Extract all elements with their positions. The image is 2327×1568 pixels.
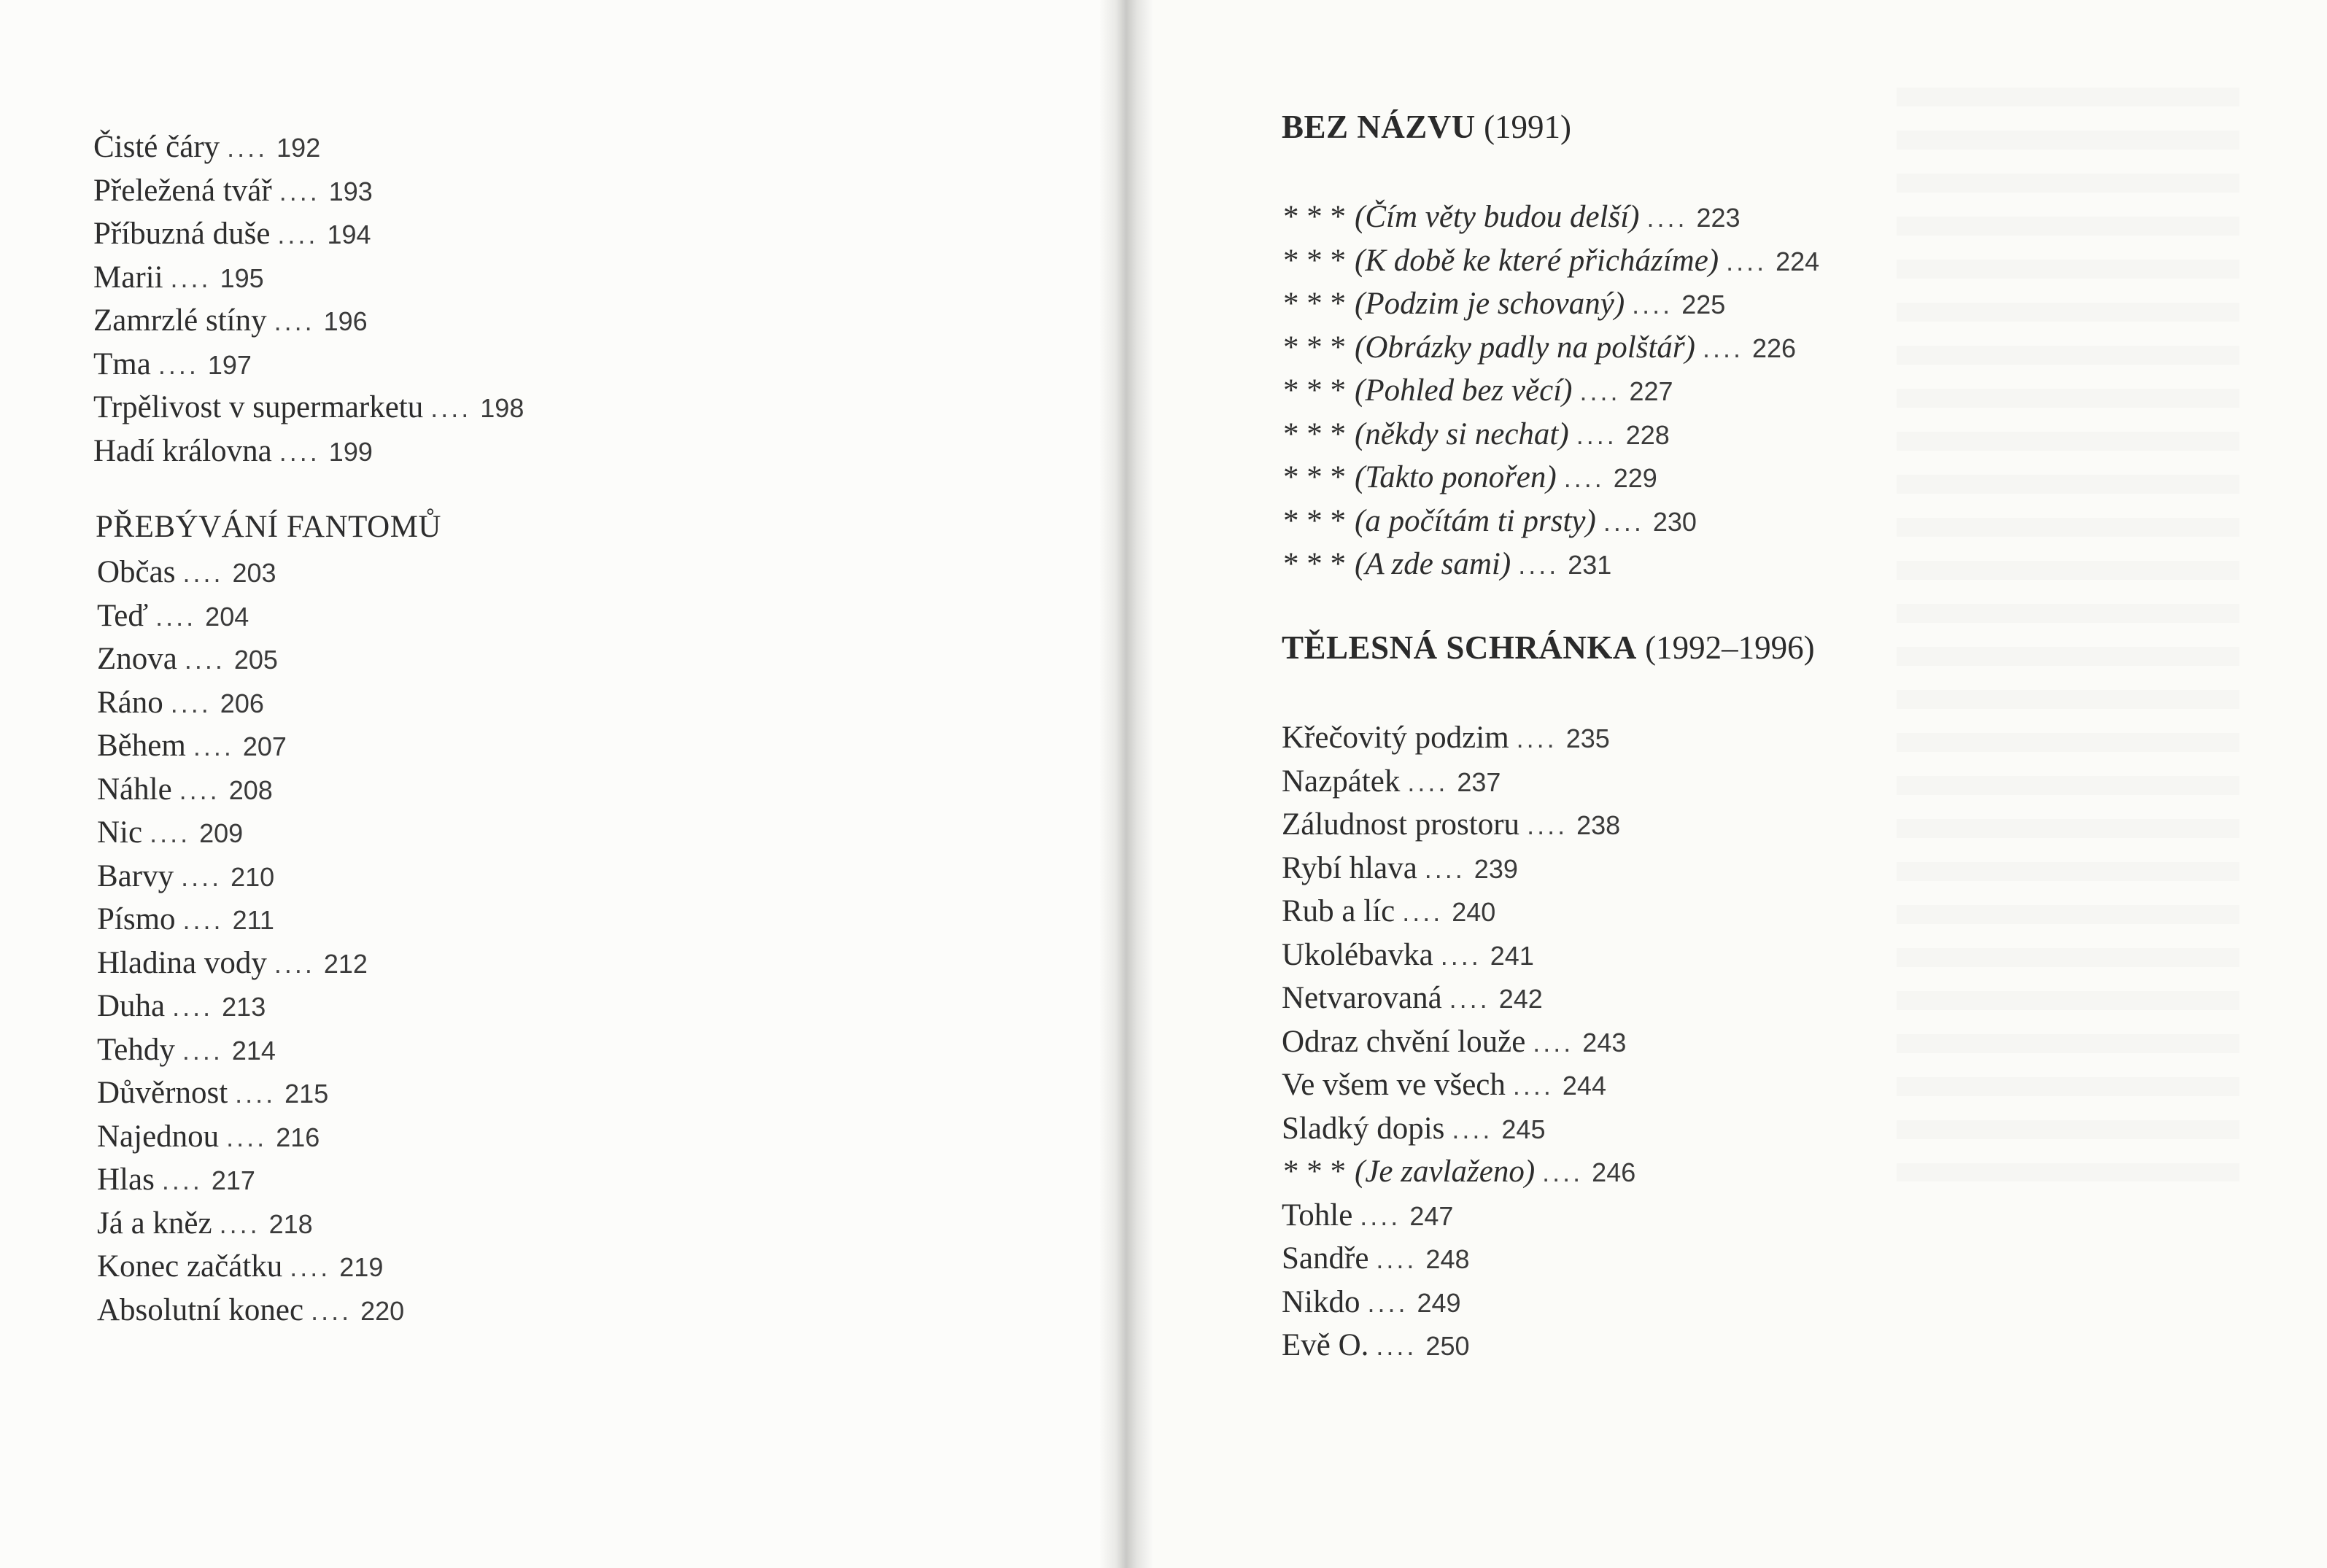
- entry-leader: ....: [1402, 897, 1444, 927]
- entry-title: Záludnost prostoru: [1282, 807, 1520, 842]
- entry-leader: ....: [219, 1208, 260, 1239]
- toc-right-list-2: [1282, 716, 1635, 1367]
- entry-leader: ....: [1533, 1027, 1574, 1057]
- section-title-bez-nazvu: [1282, 108, 1571, 146]
- entry-leader: ....: [158, 349, 199, 380]
- toc-entry: [97, 811, 404, 855]
- entry-leader: ....: [155, 601, 197, 632]
- entry-page-number: 242: [1498, 984, 1543, 1014]
- entry-page-number: 230: [1652, 506, 1697, 537]
- entry-page-number: 199: [328, 436, 373, 467]
- entry-leader: ....: [1424, 853, 1465, 884]
- entry-title: Najednou: [97, 1119, 220, 1154]
- entry-prefix: * * *: [1282, 287, 1344, 321]
- entry-prefix: * * *: [1282, 243, 1344, 278]
- entry-page-number: 223: [1696, 203, 1741, 233]
- entry-page-number: 204: [205, 601, 249, 632]
- entry-leader: ....: [290, 1252, 331, 1282]
- entry-leader: ....: [182, 1035, 223, 1066]
- entry-title: Marii: [93, 260, 163, 295]
- entry-title: (Podzim je schovaný): [1355, 287, 1625, 321]
- toc-entry: [97, 1202, 404, 1246]
- entry-title: Rybí hlava: [1282, 850, 1417, 885]
- entry-title: Konec začátku: [97, 1249, 283, 1284]
- toc-entry: [93, 299, 524, 343]
- entry-prefix: * * *: [1282, 503, 1344, 538]
- entry-title: Nikdo: [1282, 1284, 1360, 1319]
- entry-title: (Je zavlaženo): [1355, 1154, 1536, 1189]
- entry-leader: ....: [1527, 810, 1568, 840]
- entry-leader: ....: [1367, 1287, 1409, 1318]
- toc-entry: [1282, 500, 1819, 543]
- entry-page-number: 238: [1576, 810, 1621, 840]
- entry-leader: ....: [277, 220, 319, 249]
- entry-leader: ....: [1563, 463, 1605, 493]
- entry-title: Netvarovaná: [1282, 981, 1442, 1015]
- entry-page-number: 210: [231, 861, 275, 892]
- entry-title: Ráno: [97, 685, 163, 720]
- entry-leader: ....: [182, 558, 224, 588]
- entry-prefix: * * *: [1282, 547, 1344, 581]
- entry-page-number: 195: [220, 263, 264, 293]
- entry-page-number: 215: [284, 1079, 329, 1109]
- entry-page-number: 216: [276, 1122, 320, 1152]
- entry-page-number: 245: [1501, 1114, 1546, 1144]
- toc-entry: [97, 1028, 404, 1072]
- entry-leader: ....: [1542, 1157, 1584, 1187]
- toc-entry: [97, 681, 404, 725]
- entry-page-number: 246: [1592, 1157, 1636, 1187]
- entry-leader: ....: [184, 645, 225, 675]
- toc-entry: [1282, 1150, 1635, 1194]
- entry-page-number: 207: [242, 731, 287, 761]
- toc-entry: [1282, 890, 1635, 934]
- entry-leader: ....: [193, 731, 234, 761]
- toc-entry: [1282, 760, 1635, 804]
- entry-page-number: 247: [1409, 1200, 1454, 1231]
- entry-page-number: 229: [1613, 463, 1657, 493]
- entry-prefix: * * *: [1282, 373, 1344, 408]
- toc-entry: [1282, 543, 1819, 586]
- toc-entry: [97, 1245, 404, 1289]
- entry-leader: ....: [1376, 1331, 1417, 1361]
- entry-leader: ....: [170, 688, 212, 718]
- toc-entry: [97, 985, 404, 1028]
- entry-leader: ....: [1646, 203, 1688, 233]
- entry-leader: ....: [1376, 1244, 1417, 1274]
- entry-page-number: 208: [228, 775, 273, 805]
- entry-page-number: 218: [268, 1208, 313, 1239]
- entry-leader: ....: [226, 1122, 268, 1152]
- entry-page-number: 198: [480, 393, 524, 423]
- entry-leader: ....: [1518, 550, 1560, 580]
- entry-prefix: * * *: [1282, 330, 1344, 365]
- entry-title: Hladina vody: [97, 945, 267, 980]
- toc-entry: [1282, 977, 1635, 1020]
- toc-entry: [1282, 413, 1819, 457]
- entry-page-number: 237: [1457, 766, 1501, 797]
- entry-page-number: 194: [327, 220, 371, 249]
- entry-title: Důvěrnost: [97, 1076, 228, 1110]
- entry-leader: ....: [150, 818, 191, 848]
- entry-page-number: 214: [231, 1035, 276, 1066]
- entry-title: Tma: [93, 346, 151, 381]
- section-year: (1991): [1484, 109, 1572, 145]
- entry-leader: ....: [227, 133, 268, 163]
- entry-title: Náhle: [97, 772, 172, 807]
- toc-entry: [93, 256, 524, 300]
- entry-title: Odraz chvění louže: [1282, 1024, 1526, 1059]
- entry-page-number: 244: [1562, 1071, 1606, 1101]
- entry-title: (někdy si nechat): [1355, 416, 1569, 451]
- entry-prefix: * * *: [1282, 200, 1344, 234]
- toc-entry: [1282, 803, 1635, 847]
- toc-entry: [93, 386, 524, 430]
- entry-page-number: 239: [1474, 853, 1518, 884]
- entry-leader: ....: [1603, 506, 1644, 537]
- entry-page-number: 197: [207, 349, 252, 380]
- section-title-telesna-schranka: [1282, 629, 1815, 667]
- entry-leader: ....: [182, 905, 224, 935]
- entry-page-number: 192: [276, 133, 321, 163]
- entry-page-number: 241: [1490, 940, 1534, 971]
- toc-entry: [93, 212, 524, 256]
- entry-page-number: 193: [328, 176, 373, 206]
- entry-title: (Obrázky padly na polštář): [1355, 330, 1695, 365]
- entry-title: (Čím věty budou delší): [1355, 200, 1640, 234]
- entry-title: (A zde sami): [1355, 547, 1511, 581]
- toc-entry: [1282, 195, 1819, 239]
- section-title-text: TĚLESNÁ SCHRÁNKA: [1282, 629, 1637, 666]
- entry-prefix: * * *: [1282, 416, 1344, 451]
- entry-leader: ....: [181, 861, 222, 892]
- entry-prefix: * * *: [1282, 460, 1344, 494]
- entry-leader: ....: [279, 436, 320, 467]
- toc-entry: [1282, 847, 1635, 890]
- entry-title: Zamrzlé stíny: [93, 303, 267, 338]
- entry-leader: ....: [1407, 766, 1449, 797]
- toc-entry: [97, 1289, 404, 1332]
- entry-leader: ....: [1452, 1114, 1493, 1144]
- entry-title: Já a kněz: [97, 1206, 212, 1241]
- book-gutter: [1100, 0, 1153, 1568]
- entry-page-number: 243: [1582, 1027, 1627, 1057]
- toc-entry: [97, 594, 404, 638]
- entry-leader: ....: [1576, 419, 1617, 450]
- entry-page-number: 235: [1565, 723, 1610, 753]
- toc-entry: [1282, 456, 1819, 500]
- entry-leader: ....: [1726, 246, 1767, 276]
- entry-page-number: 212: [323, 948, 368, 979]
- toc-entry: [1282, 369, 1819, 413]
- entry-page-number: 203: [232, 558, 276, 588]
- toc-entry: [1282, 934, 1635, 977]
- entry-leader: ....: [274, 306, 315, 336]
- entry-leader: ....: [172, 992, 214, 1022]
- entry-page-number: 250: [1425, 1331, 1470, 1361]
- entry-title: Křečovitý podzim: [1282, 721, 1509, 755]
- toc-left-section-list: [97, 551, 404, 1332]
- entry-title: Hlas: [97, 1163, 155, 1197]
- entry-page-number: 226: [1752, 333, 1797, 363]
- toc-entry: [1282, 1194, 1635, 1238]
- entry-title: Během: [97, 729, 186, 763]
- toc-entry: [1282, 1237, 1635, 1281]
- entry-leader: ....: [274, 948, 315, 979]
- toc-entry: [1282, 239, 1819, 283]
- toc-entry: [1282, 1324, 1635, 1367]
- toc-left-list: [93, 125, 524, 473]
- entry-leader: ....: [235, 1079, 276, 1109]
- entry-title: Teď: [97, 598, 149, 633]
- entry-page-number: 240: [1452, 897, 1496, 927]
- toc-entry: [97, 855, 404, 899]
- entry-title: Písmo: [97, 902, 176, 936]
- entry-title: Rub a líc: [1282, 894, 1395, 928]
- entry-page-number: 227: [1629, 376, 1673, 406]
- toc-entry: [1282, 1107, 1635, 1151]
- toc-entry: [97, 1071, 404, 1115]
- entry-title: Přeležená tvář: [93, 173, 272, 208]
- entry-title: Trpělivost v supermarketu: [93, 390, 424, 424]
- entry-leader: ....: [1579, 376, 1621, 406]
- entry-title: Ukolébavka: [1282, 937, 1433, 972]
- entry-title: (K době ke které přicházíme): [1355, 243, 1719, 278]
- entry-leader: ....: [161, 1165, 203, 1195]
- entry-page-number: 206: [220, 688, 264, 718]
- entry-title: Duha: [97, 989, 166, 1023]
- entry-page-number: 205: [233, 645, 278, 675]
- entry-leader: ....: [1632, 290, 1673, 319]
- entry-leader: ....: [1512, 1071, 1554, 1101]
- entry-title: Hadí královna: [93, 433, 272, 468]
- entry-title: (Takto ponořen): [1355, 460, 1557, 494]
- toc-entry: [97, 551, 404, 594]
- entry-leader: ....: [430, 393, 472, 423]
- entry-leader: ....: [1449, 984, 1490, 1014]
- toc-entry: [93, 430, 524, 473]
- toc-entry: [1282, 326, 1819, 370]
- entry-page-number: 213: [222, 992, 266, 1022]
- toc-entry: [97, 637, 404, 681]
- entry-title: Sandře: [1282, 1241, 1369, 1276]
- entry-page-number: 220: [360, 1295, 405, 1326]
- entry-title: Ve všem ve všech: [1282, 1068, 1506, 1102]
- toc-entry: [1282, 1063, 1635, 1107]
- toc-entry: [93, 343, 524, 387]
- entry-page-number: 219: [339, 1252, 384, 1282]
- entry-page-number: 209: [199, 818, 244, 848]
- entry-leader: ....: [1440, 940, 1482, 971]
- toc-entry: [97, 724, 404, 768]
- toc-entry: [93, 169, 524, 213]
- entry-title: Barvy: [97, 858, 174, 893]
- entry-title: Absolutní konec: [97, 1292, 304, 1327]
- toc-entry: [97, 768, 404, 812]
- entry-prefix: * * *: [1282, 1154, 1344, 1189]
- entry-title: Nazpátek: [1282, 764, 1401, 799]
- entry-page-number: 228: [1625, 419, 1670, 450]
- entry-title: (Pohled bez věcí): [1355, 373, 1573, 408]
- entry-leader: ....: [1516, 723, 1557, 753]
- toc-entry: [1282, 1281, 1635, 1324]
- entry-title: Nic: [97, 815, 143, 850]
- toc-entry: [97, 1158, 404, 1202]
- toc-entry: [93, 125, 524, 169]
- entry-title: Tehdy: [97, 1032, 175, 1067]
- section-title-prebyvani-fantomu: PŘEBÝVÁNÍ FANTOMŮ: [96, 510, 441, 544]
- entry-page-number: 196: [323, 306, 368, 336]
- entry-title: Tohle: [1282, 1198, 1353, 1233]
- entry-leader: ....: [179, 775, 220, 805]
- toc-entry: [1282, 282, 1819, 326]
- entry-title: Čisté čáry: [93, 130, 220, 164]
- toc-entry: [97, 1115, 404, 1159]
- entry-page-number: 231: [1568, 550, 1612, 580]
- entry-leader: ....: [1360, 1200, 1401, 1231]
- entry-title: (a počítám ti prsty): [1355, 503, 1596, 538]
- entry-page-number: 225: [1681, 290, 1726, 319]
- toc-entry: [1282, 1020, 1635, 1064]
- section-title-text: BEZ NÁZVU: [1282, 109, 1476, 145]
- toc-entry: [1282, 716, 1635, 760]
- entry-page-number: 249: [1417, 1287, 1461, 1318]
- entry-title: Příbuzná duše: [93, 217, 271, 251]
- entry-leader: ....: [311, 1295, 352, 1326]
- entry-page-number: 217: [211, 1165, 255, 1195]
- section-year: (1992–1996): [1645, 629, 1815, 666]
- entry-leader: ....: [170, 263, 212, 293]
- entry-page-number: 211: [232, 905, 274, 935]
- entry-leader: ....: [279, 176, 320, 206]
- entry-title: Znova: [97, 642, 177, 676]
- entry-page-number: 248: [1425, 1244, 1470, 1274]
- entry-page-number: 224: [1776, 246, 1820, 276]
- entry-leader: ....: [1702, 333, 1743, 363]
- show-through-text: [1897, 88, 2239, 1181]
- entry-title: Evě O.: [1282, 1328, 1369, 1362]
- toc-entry: [97, 898, 404, 942]
- toc-entry: [97, 942, 404, 985]
- entry-title: Občas: [97, 555, 176, 589]
- entry-title: Sladký dopis: [1282, 1111, 1445, 1146]
- toc-right-list-1: [1282, 195, 1819, 586]
